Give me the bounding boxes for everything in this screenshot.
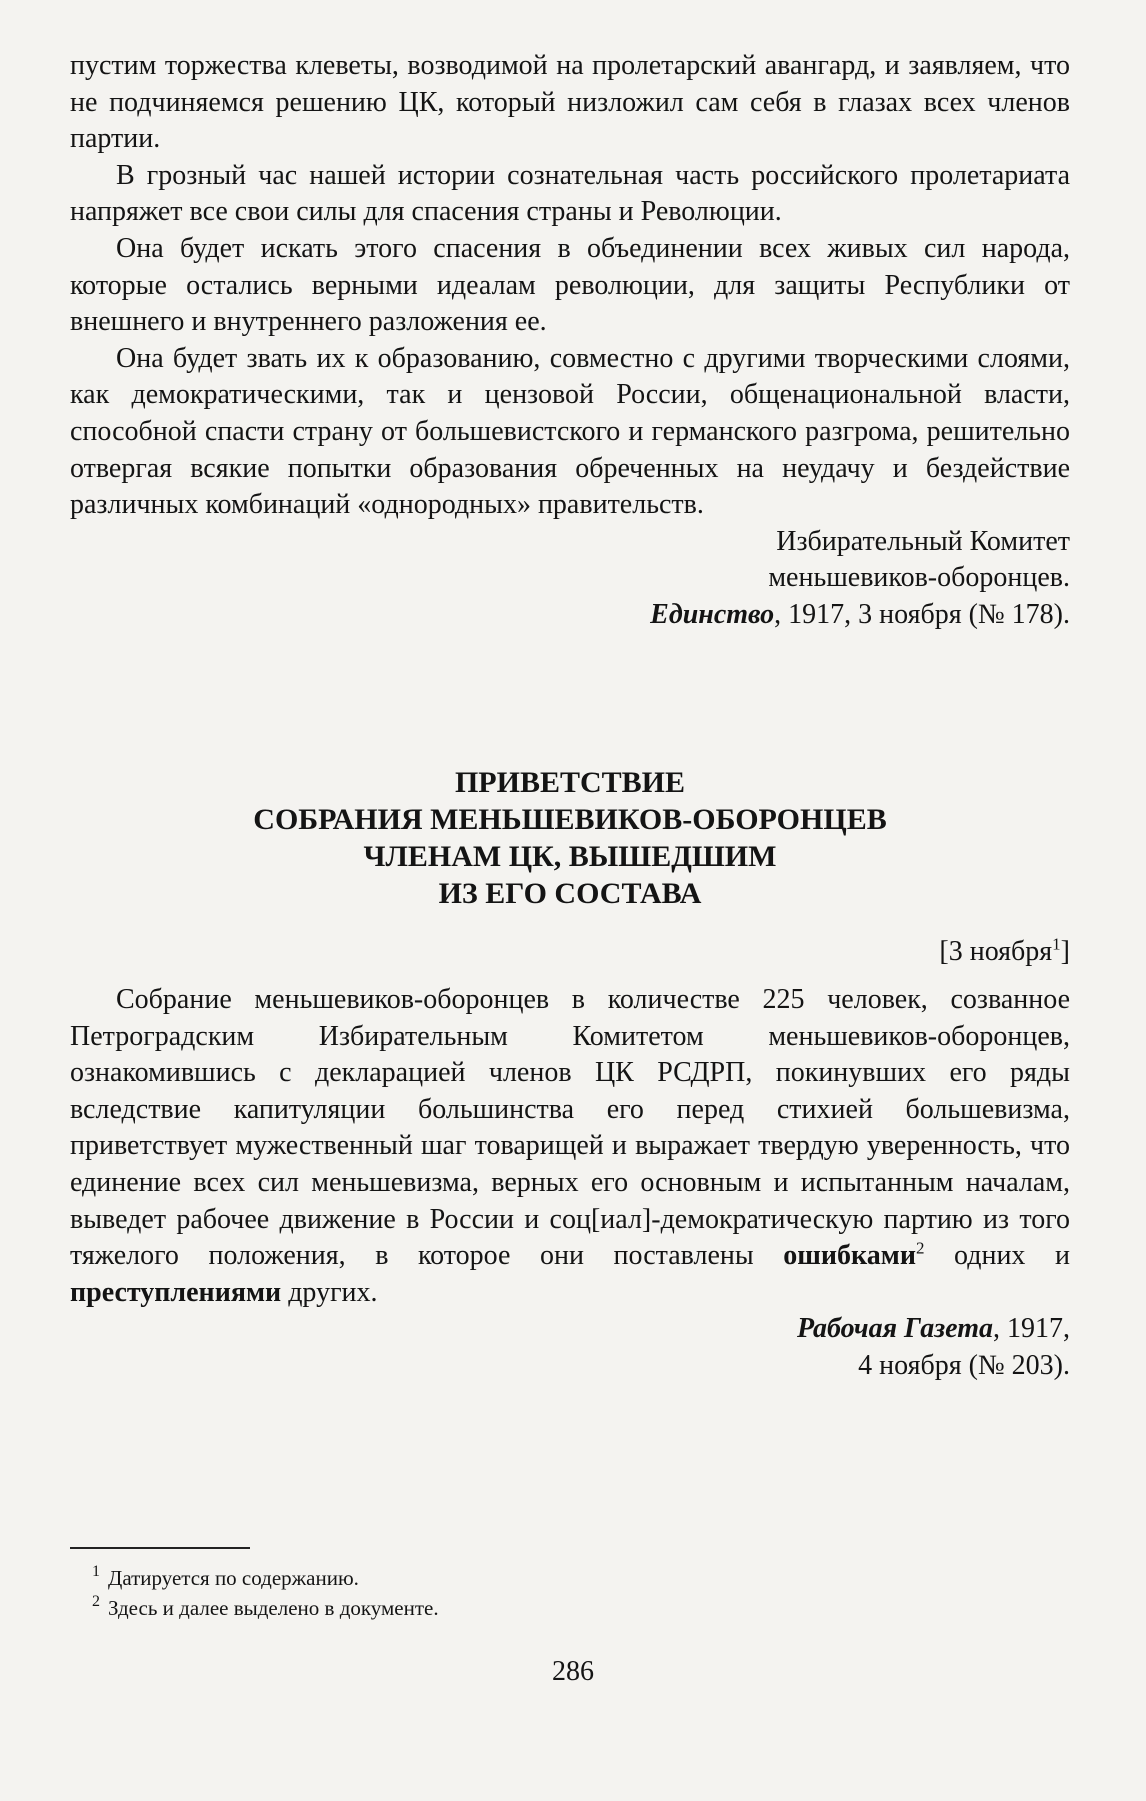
heading-line: ИЗ ЕГО СОСТАВА (438, 876, 702, 910)
heading-line: ПРИВЕТСТВИЕ (454, 765, 686, 799)
source-citation (70, 597, 1070, 634)
signature-line: Избирательный Комитет (776, 525, 1070, 557)
source-title: Рабочая Газета (796, 1313, 993, 1345)
heading-line: ЧЛЕНАМ ЦК, ВЫШЕДШИМ (363, 839, 777, 873)
emphasis: ошибками (783, 1240, 916, 1272)
source-citation: Рабочая Газета, 1917, 4 ноября (№ 203). (796, 1313, 1070, 1382)
document-date: [3 ноября$^1$] (939, 934, 1070, 967)
signature-line: меньшевиков-оборонцев. (768, 562, 1070, 594)
footnotes (92, 1563, 1008, 1623)
source-details: , 1917, 3 ноября (№ 178). (774, 598, 1070, 630)
signature (70, 524, 1070, 597)
paragraph: Она будет искать этого спасения в объединении всех живых сил народа, которые остались верными идеалам революции, для защиты Республики от внешнего и внутреннего разложения ее. (70, 232, 1070, 338)
footnote-ref: 1 (1052, 934, 1061, 954)
heading-line: СОБРАНИЯ МЕНЬШЕВИКОВ-ОБОРОНЦЕВ (253, 802, 887, 836)
paragraph: В грозный час нашей истории сознательная часть российского пролетариата напряжет все свои силы для спасения страны и Революции. (70, 159, 1070, 228)
paragraph: Она будет звать их к образованию, совместно с другими творческими слоями, как демократическими, так и цензовой России, общенациональной власти, способной спасти страну от большевистского и германского разгрома, решительно отвергая всякие попытки образования обреченных на неудачу и бездействие различных комбинаций «однородных» правительств. (70, 342, 1070, 521)
document-body: Собрание меньшевиков-оборонцев в количестве 225 человек, созванное Петроградским Избирательным Комитетом меньшевиков-оборонцев, ознакомившись с декларацией членов ЦК РСДРП, покинувших его ряды вследствие капитуляции большинства его перед стихией большевизма, приветствует мужественный шаг товарищей и выражает твердую уверенность, что единение всех сил меньшевизма, верных его основным и испытанным началам, выведет рабочее движение в России и соц[иал]-демократическую партию из того тяжелого положения, в которое они поставлены ошибками$^2$ одних и преступлениями других. (70, 984, 1070, 1308)
page-number: 286 (552, 1656, 594, 1687)
page-content (70, 48, 1070, 1385)
footnote: 1 Датируется по содержанию. (92, 1563, 359, 1590)
footnote: 2 Здесь и далее выделено в документе. (92, 1593, 439, 1620)
source-title: Единство (650, 598, 775, 630)
emphasis: преступлениями (70, 1276, 282, 1308)
paragraph: пустим торжества клеветы, возводимой на пролетарский авангард, и заявляем, что не подчиняемся решению ЦК, который низложил сам себя в глазах всех членов партии. (70, 50, 1070, 155)
footnote-divider (70, 1547, 250, 1549)
footnote-ref: 2 (915, 1238, 925, 1258)
document-heading (70, 764, 1070, 912)
